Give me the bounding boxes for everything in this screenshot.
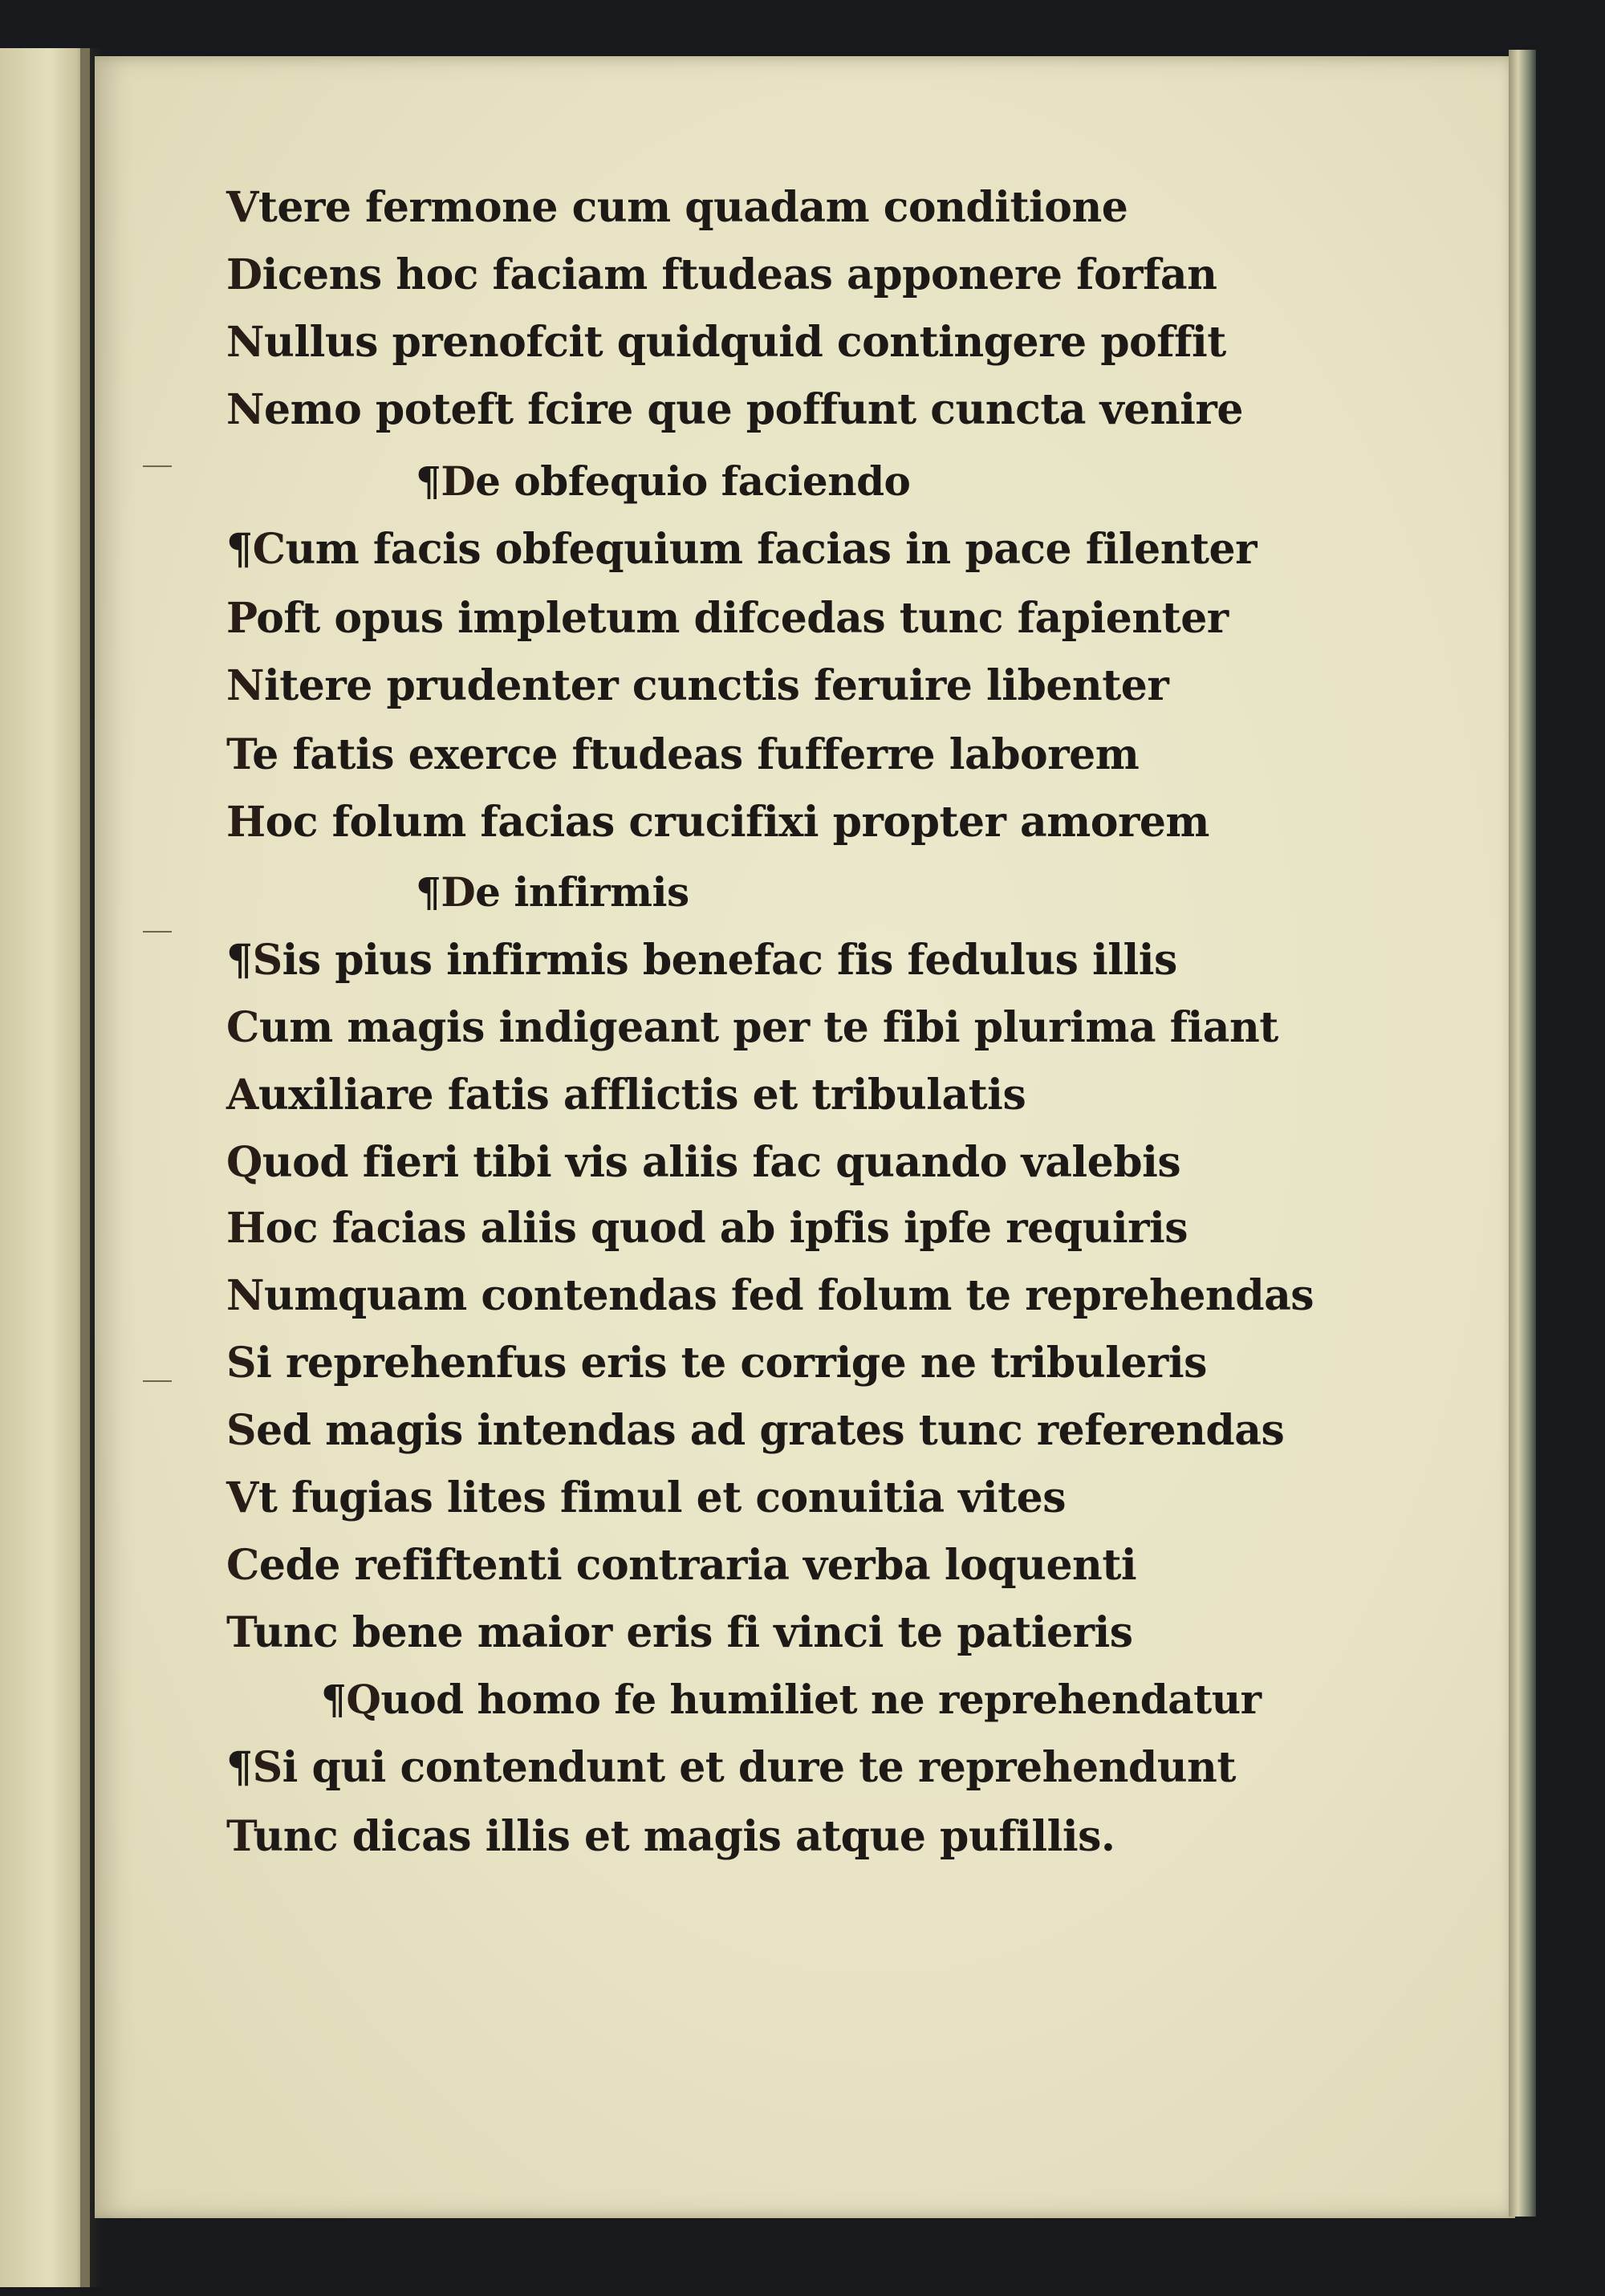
verse-line xyxy=(226,936,1177,985)
verse-line xyxy=(226,183,1128,232)
initial-letter: D xyxy=(226,250,262,299)
initial-letter: T xyxy=(226,730,253,779)
verse-line xyxy=(226,798,1209,847)
line-text: t fugias lites fimul et conuitia vites xyxy=(258,1473,1066,1522)
verse-line xyxy=(226,1271,1314,1320)
pilcrow-mark: ¶ xyxy=(416,457,441,505)
line-text: emo poteft fcire que poffunt cuncta venire xyxy=(264,385,1243,434)
initial-letter: S xyxy=(226,1339,257,1388)
section-heading xyxy=(321,1676,1261,1723)
line-text: i reprehenfus eris te corrige ne tribuleris xyxy=(256,1339,1207,1388)
pilcrow-mark: ¶ xyxy=(226,1743,253,1792)
initial-letter: H xyxy=(226,1204,266,1253)
line-text: is pius infirmis benefac fis fedulus illis xyxy=(282,936,1177,985)
line-text: umquam contendas fed folum te reprehendas xyxy=(264,1271,1314,1320)
initial-letter: N xyxy=(226,1271,265,1320)
line-text: uod homo fe humiliet ne reprehendatur xyxy=(380,1676,1262,1723)
line-text: e infirmis xyxy=(475,868,689,916)
line-text: itere prudenter cunctis feruire libenter xyxy=(264,661,1169,710)
initial-letter: S xyxy=(226,1406,257,1455)
initial-letter: S xyxy=(252,936,282,985)
initial-letter: V xyxy=(226,1473,258,1522)
verse-line xyxy=(226,385,1243,434)
line-text: uod fieri tibi vis aliis fac quando valebis xyxy=(262,1138,1181,1187)
verse-line xyxy=(226,1071,1026,1120)
initial-letter: Q xyxy=(226,1138,262,1187)
line-text: i qui contendunt et dure te reprehendunt xyxy=(282,1743,1236,1792)
line-text: tere fermone cum quadam conditione xyxy=(258,183,1128,232)
pilcrow-mark: ¶ xyxy=(226,525,253,574)
line-text: e fatis exerce ftudeas fufferre laborem xyxy=(252,730,1140,779)
initial-letter: Q xyxy=(346,1676,381,1723)
initial-letter: N xyxy=(226,661,265,710)
verse-line xyxy=(226,1339,1207,1388)
verse-line xyxy=(226,1812,1115,1861)
line-text: um magis indigeant per te fibi plurima fiant xyxy=(258,1003,1278,1052)
pilcrow-mark: ¶ xyxy=(416,868,441,916)
verse-line xyxy=(226,1743,1236,1792)
initial-letter: A xyxy=(226,1071,258,1120)
initial-letter: S xyxy=(252,1743,282,1792)
verse-line xyxy=(226,594,1229,643)
section-heading xyxy=(416,457,910,505)
line-text: um facis obfequium facias in pace filenter xyxy=(285,525,1258,574)
initial-letter: D xyxy=(441,457,476,505)
initial-letter: C xyxy=(226,1003,259,1052)
line-text: uxiliare fatis afflictis et tribulatis xyxy=(258,1071,1026,1120)
line-text: unc dicas illis et magis atque pufillis. xyxy=(253,1812,1115,1861)
initial-letter: T xyxy=(226,1608,254,1657)
line-text: oc folum facias crucifixi propter amorem xyxy=(265,798,1209,847)
pilcrow-mark: ¶ xyxy=(321,1676,347,1723)
line-text: e obfequio faciendo xyxy=(475,457,911,505)
line-text: ed magis intendas ad grates tunc referendas xyxy=(256,1406,1285,1455)
section-heading xyxy=(416,868,689,916)
verse-line xyxy=(226,1608,1133,1657)
initial-letter: C xyxy=(226,1541,259,1590)
line-text: oc facias aliis quod ab ipfis ipfe requiris xyxy=(265,1204,1189,1253)
verse-line xyxy=(226,1473,1066,1522)
line-text: oft opus impletum difcedas tunc fapienter xyxy=(256,594,1229,643)
verse-line xyxy=(226,1003,1278,1052)
line-text: ede refiftenti contraria verba loquenti xyxy=(258,1541,1137,1590)
line-text: unc bene maior eris fi vinci te patieris xyxy=(253,1608,1133,1657)
initial-letter: V xyxy=(226,183,258,232)
initial-letter: N xyxy=(226,385,265,434)
initial-letter: C xyxy=(252,525,286,574)
verse-line xyxy=(226,250,1217,299)
verse-line xyxy=(226,525,1257,574)
verse-line xyxy=(226,730,1139,779)
initial-letter: N xyxy=(226,318,265,367)
line-text: ullus prenofcit quidquid contingere poffit xyxy=(264,318,1226,367)
initial-letter: P xyxy=(226,594,257,643)
initial-letter: H xyxy=(226,798,266,847)
verse-line xyxy=(226,1204,1188,1253)
verse-line xyxy=(226,1541,1136,1590)
verse-line xyxy=(226,1406,1284,1455)
pilcrow-mark: ¶ xyxy=(226,936,253,985)
initial-letter: D xyxy=(441,868,476,916)
initial-letter: T xyxy=(226,1812,254,1861)
line-text: icens hoc faciam ftudeas apponere forfan xyxy=(262,250,1217,299)
verse-line xyxy=(226,661,1168,710)
verse-line xyxy=(226,1138,1180,1187)
verse-line xyxy=(226,318,1226,367)
